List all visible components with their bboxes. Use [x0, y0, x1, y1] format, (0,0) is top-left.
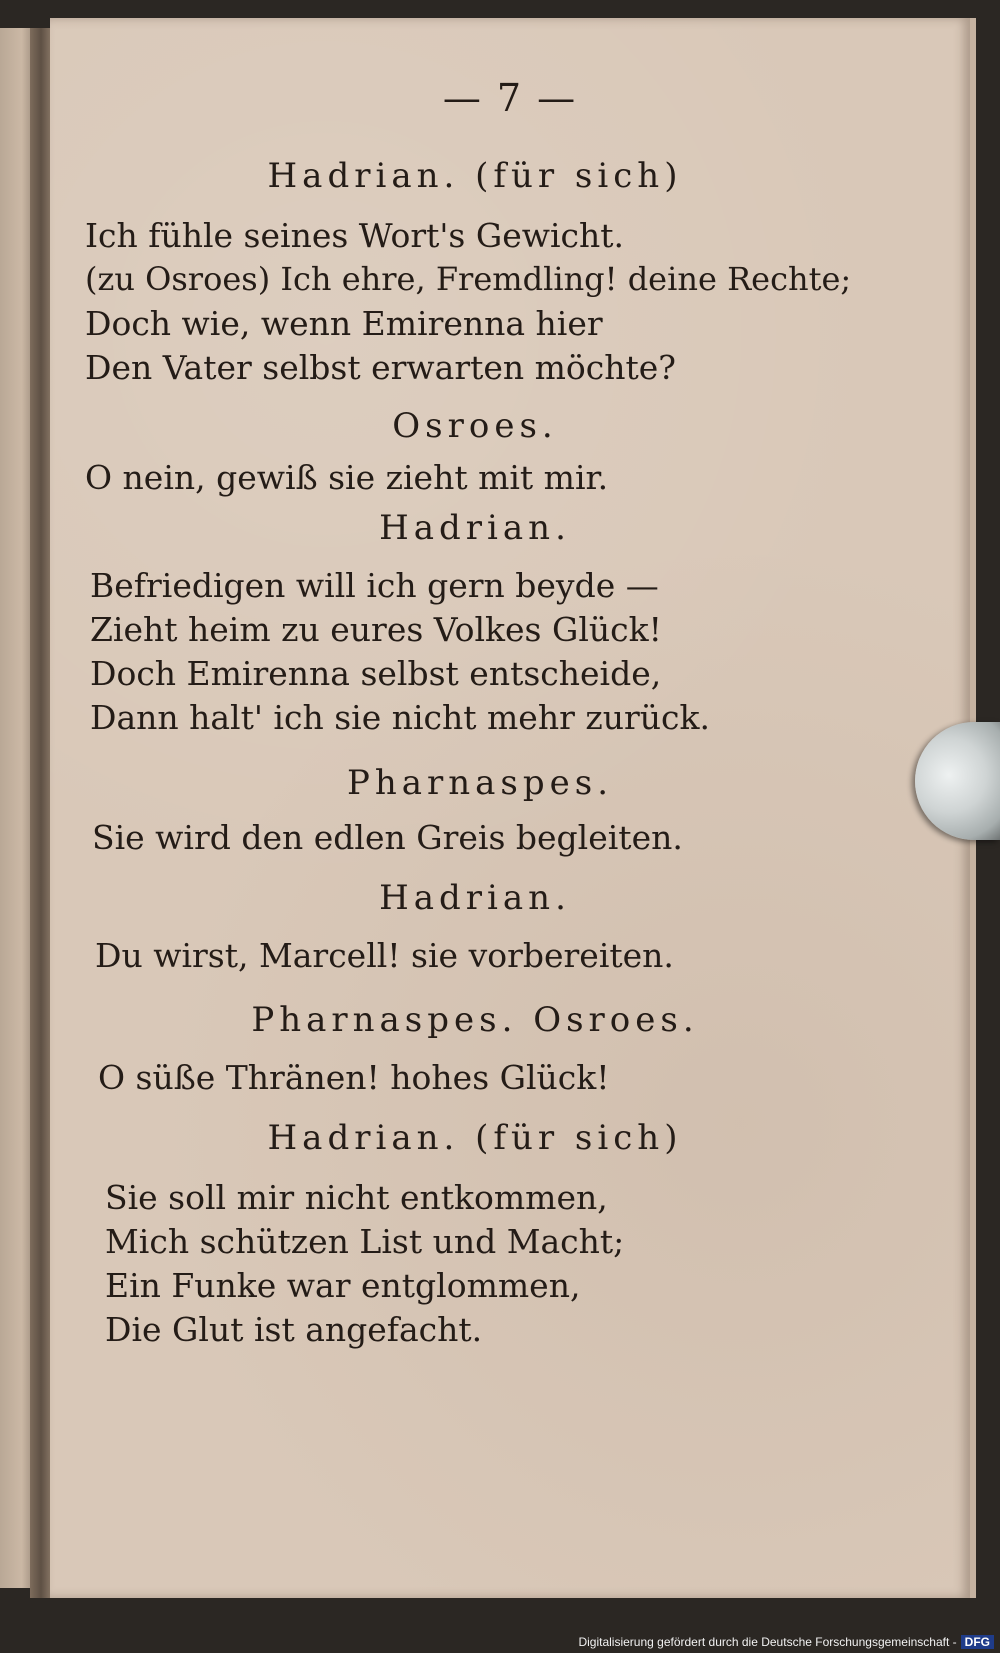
verse-line: O süße Thränen! hohes Glück!	[98, 1058, 610, 1097]
verse-line: Die Glut ist angefacht.	[105, 1310, 483, 1349]
book-gutter	[30, 28, 52, 1598]
dfg-logo: DFG	[961, 1635, 994, 1649]
speaker-heading: Hadrian. (für sich)	[267, 1118, 683, 1158]
verse-line: (zu Osroes) Ich ehre, Fremdling! deine Rechte;	[85, 260, 852, 298]
speaker-heading: Hadrian.	[379, 878, 571, 918]
verse-line: Doch wie, wenn Emirenna hier	[85, 304, 603, 343]
speaker-heading: Hadrian.	[379, 508, 571, 548]
verse-line: Sie soll mir nicht entkommen,	[105, 1178, 608, 1217]
speaker-heading: Osroes.	[392, 406, 558, 446]
speaker-heading: Pharnaspes. Osroes.	[251, 1000, 699, 1040]
verse-line: Sie wird den edlen Greis begleiten.	[92, 818, 683, 857]
verse-line: Dann halt' ich sie nicht mehr zurück.	[90, 698, 710, 737]
verse-line: Ich fühle seines Wort's Gewicht.	[85, 216, 625, 255]
verse-line: Zieht heim zu eures Volkes Glück!	[90, 610, 662, 649]
credit-text: Digitalisierung gefördert durch die Deutsche Forschungsgemeinschaft -	[578, 1635, 957, 1649]
verse-line: Doch Emirenna selbst entscheide,	[90, 654, 662, 693]
verse-line: Ein Funke war entglommen,	[105, 1266, 581, 1305]
verse-line: Mich schützen List und Macht;	[105, 1222, 625, 1261]
digitization-credit	[578, 1635, 994, 1649]
verse-line: Den Vater selbst erwarten möchte?	[85, 348, 677, 387]
verse-line: Du wirst, Marcell! sie vorbereiten.	[95, 936, 674, 975]
speaker-heading: Hadrian. (für sich)	[267, 156, 683, 196]
verse-line: O nein, gewiß sie zieht mit mir.	[85, 458, 609, 497]
page-number: — 7 —	[442, 76, 578, 120]
speaker-heading: Pharnaspes.	[346, 763, 614, 803]
verse-line: Befriedigen will ich gern beyde —	[90, 566, 659, 605]
book-page	[50, 18, 976, 1598]
